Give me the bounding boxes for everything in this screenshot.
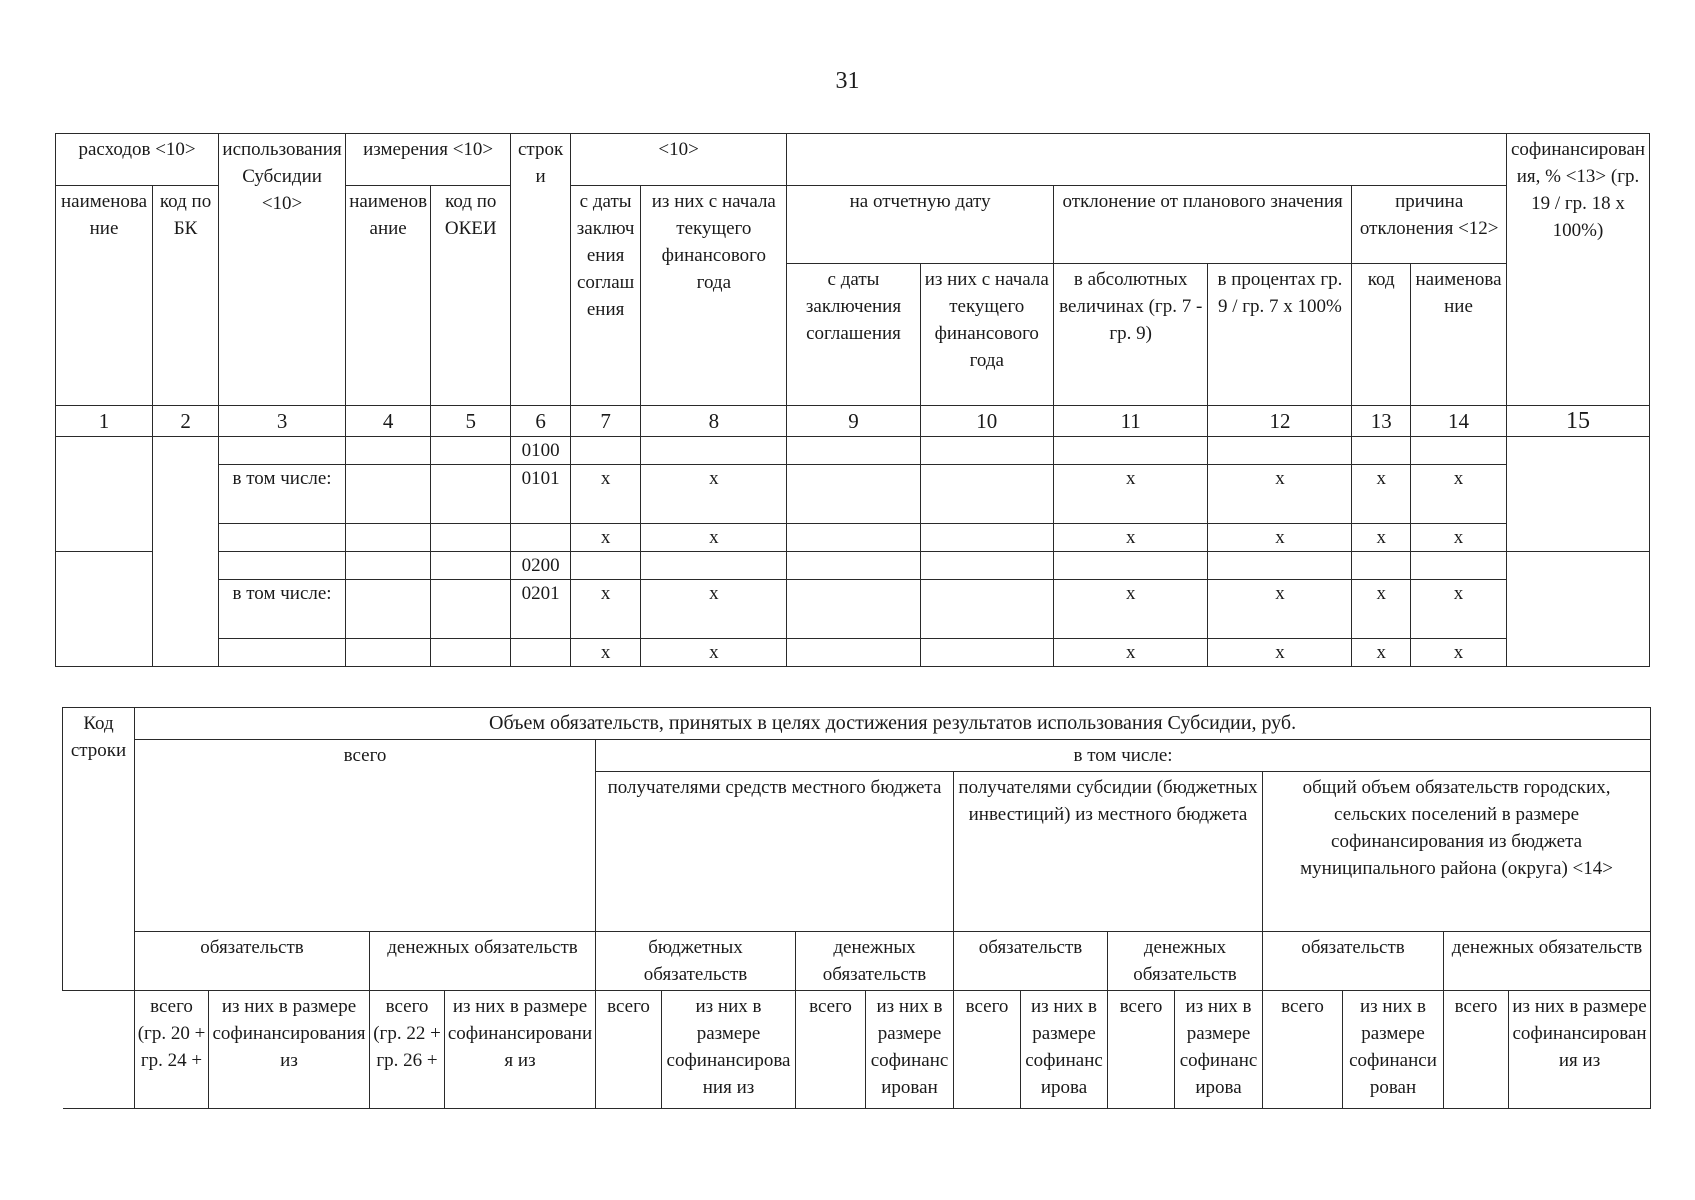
header-obligations: обязательств [135,932,370,991]
header-of-them-current-year: из них с начала текущего финансового года [641,186,787,406]
header-local-budget-recipients: получателями средств местного бюджета [596,772,954,932]
cell [346,580,431,639]
col-number: 5 [431,406,511,437]
header-obligations: обязательств [1263,932,1444,991]
x-mark: x [1411,639,1507,667]
col-number: 3 [219,406,346,437]
header-row-code: Код строки [63,708,135,991]
cell [346,552,431,580]
x-mark: x [1053,580,1208,639]
header-cofinancing-pct: софинансирования, % <13> (гр. 19 / гр. 18 x 100%) [1507,134,1650,406]
x-mark: x [1352,639,1411,667]
col-number: 14 [1411,406,1507,437]
header-of-them-cofin: из них в размере софинансирова [1021,991,1108,1109]
header-total-cell: всего [1108,991,1175,1109]
row-code: 0200 [511,552,571,580]
header-budget-obligations: бюджетных обязательств [596,932,796,991]
x-mark: x [1352,465,1411,524]
col-number: 15 [1507,406,1650,437]
header-ref-10: <10> [570,134,786,186]
x-mark: x [570,639,640,667]
header-total-cell: всего [596,991,662,1109]
table-row [56,437,1650,465]
header-including: в том числе: [596,740,1651,772]
cell [570,437,640,465]
x-mark: x [1411,465,1507,524]
cell [346,437,431,465]
header-total-g22: всего (гр. 22 + гр. 26 + [370,991,445,1109]
cell [346,639,431,667]
cell [431,639,511,667]
cell [787,552,920,580]
header-of-them-cofin: из них в размере софинансирования из [1509,991,1651,1109]
cell [1208,552,1352,580]
header-settlements-total: общий объем обязательств городских, сельских поселений в размере софинансирования из бюджета муниципального района (округа) <14> [1263,772,1651,932]
header-volume-title: Объем обязательств, принятых в целях достижения результатов использования Субсидии, руб. [135,708,1651,740]
cell [1411,437,1507,465]
header-of-them-cofin: из них в размере софинансирова [1175,991,1263,1109]
cell [431,437,511,465]
cell [431,524,511,552]
x-mark: x [641,524,787,552]
col-number: 7 [570,406,640,437]
x-mark: x [1053,524,1208,552]
header-since-agreement: с даты заключения соглашения [570,186,640,406]
x-mark: x [1411,580,1507,639]
cell [787,580,920,639]
cell [511,524,571,552]
header-expense-name: наименование [56,186,153,406]
col-number: 12 [1208,406,1352,437]
x-mark: x [641,580,787,639]
cofinancing-cell [1507,437,1650,552]
header-row-code: строки [511,134,571,406]
table-row [56,580,1650,639]
header-total-cell: всего [954,991,1021,1109]
table-row [56,639,1650,667]
cell [920,524,1053,552]
x-mark: x [1208,524,1352,552]
cell [787,524,920,552]
row-label: в том числе: [219,580,346,639]
header-of-them-cofin: из них в размере софинансирования из [209,991,370,1109]
obligations-table [62,707,1651,1109]
header-measure-name: наименование [346,186,431,406]
cell [1352,437,1411,465]
cell [787,465,920,524]
cell [787,639,920,667]
col-number: 13 [1352,406,1411,437]
x-mark: x [570,524,640,552]
col-number: 6 [511,406,571,437]
header-of-them-cofin: из них в размере софинансирован [1343,991,1444,1109]
header-of-them-cofin: из них в размере софинансирован [866,991,954,1109]
cell [920,580,1053,639]
cell [641,437,787,465]
cell [1411,552,1507,580]
x-mark: x [641,639,787,667]
cell [641,552,787,580]
cell [1053,437,1208,465]
table-row [56,552,1650,580]
header-obligations: обязательств [954,932,1108,991]
table-row [56,465,1650,524]
expense-name-cell [56,552,153,667]
cell [511,639,571,667]
header-expense-code: код по БК [153,186,219,406]
header-deviation-pct: в процентах гр. 9 / гр. 7 x 100% [1208,264,1352,406]
cell [1053,552,1208,580]
header-subsidy-usage: использования Субсидии <10> [219,134,346,406]
header-of-them-cofin: из них в размере софинансирования из [445,991,596,1109]
row-label: в том числе: [219,465,346,524]
x-mark: x [570,465,640,524]
results-table [55,133,1650,667]
header-monetary-obligations: денежных обязательств [1108,932,1263,991]
col-number: 4 [346,406,431,437]
col-number: 8 [641,406,787,437]
cell [920,639,1053,667]
header-expenses: расходов <10> [56,134,219,186]
x-mark: x [641,465,787,524]
table-row [56,524,1650,552]
col-number: 2 [153,406,219,437]
col-number: 1 [56,406,153,437]
cell [431,465,511,524]
header-monetary-obligations: денежных обязательств [370,932,596,991]
cell [787,437,920,465]
header-reason-code: код [1352,264,1411,406]
header-monetary-obligations: денежных обязательств [796,932,954,991]
x-mark: x [1053,465,1208,524]
page-number: 31 [835,68,860,94]
row-code: 0201 [511,580,571,639]
header-rd-since-agreement: с даты заключения соглашения [787,264,920,406]
col-number: 10 [920,406,1053,437]
x-mark: x [1352,580,1411,639]
header-measure-unit: измерения <10> [346,134,511,186]
header-deviation: отклонение от планового значения [1053,186,1352,264]
header-total-cell: всего [1263,991,1343,1109]
header-reason-name: наименование [1411,264,1507,406]
header-total-cell: всего [796,991,866,1109]
usage-cell [219,437,346,465]
x-mark: x [1411,524,1507,552]
cell [346,524,431,552]
x-mark: x [1208,465,1352,524]
x-mark: x [1208,639,1352,667]
expense-name-cell [56,437,153,552]
cell [920,552,1053,580]
x-mark: x [1352,524,1411,552]
header-total-g20: всего (гр. 20 + гр. 24 + [135,991,209,1109]
cell [431,580,511,639]
row-code: 0101 [511,465,571,524]
cell [570,552,640,580]
col-number: 9 [787,406,920,437]
header-total: всего [135,740,596,932]
x-mark: x [1208,580,1352,639]
header-monetary-obligations: денежных обязательств [1444,932,1651,991]
header-subsidy-recipients: получателями субсидии (бюджетных инвестиций) из местного бюджета [954,772,1263,932]
usage-cell [219,552,346,580]
cell [1352,552,1411,580]
expense-code-cell [153,437,219,667]
header-deviation-abs: в абсолютных величинах (гр. 7 - гр. 9) [1053,264,1208,406]
x-mark: x [570,580,640,639]
header-rd-of-them: из них с начала текущего финансового года [920,264,1053,406]
cell [219,524,346,552]
x-mark: x [1053,639,1208,667]
header-blank [787,134,1507,186]
cell [346,465,431,524]
header-of-them-cofin: из них в размере софинансирования из [662,991,796,1109]
cell [431,552,511,580]
col-number: 11 [1053,406,1208,437]
row-code: 0100 [511,437,571,465]
header-okei-code: код по ОКЕИ [431,186,511,406]
cell [219,639,346,667]
cofinancing-cell [1507,552,1650,667]
header-on-report-date: на отчетную дату [787,186,1054,264]
header-deviation-reason: причина отклонения <12> [1352,186,1507,264]
cell [1208,437,1352,465]
header-total-cell: всего [1444,991,1509,1109]
cell [920,465,1053,524]
row-code-cell [63,991,135,1109]
cell [920,437,1053,465]
